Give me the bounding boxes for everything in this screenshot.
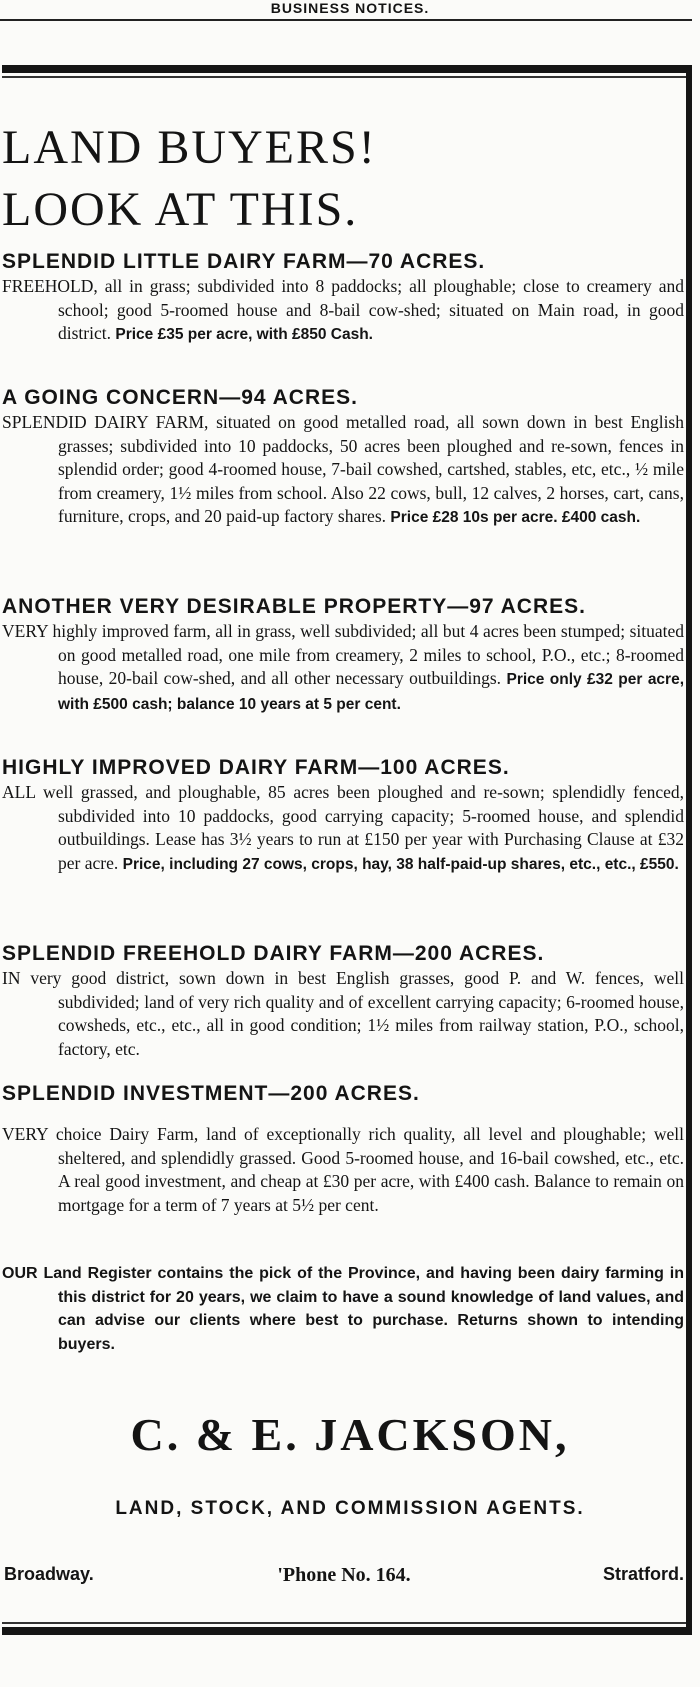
address-row [4,1564,684,1590]
firm-name: C. & E. JACKSON, [130,1409,570,1460]
section-body [2,967,684,1061]
headline-line-2: LOOK AT THIS. [2,183,359,236]
header-rule [0,19,692,21]
section-body [2,620,684,716]
ad-border-bottom-inner [2,1622,686,1624]
ad-border-right [686,65,692,1635]
section-price: Price, including 27 cows, crops, hay, 38 half-paid-up shares, etc., etc., £550. [122,855,679,873]
section-body [2,1123,684,1217]
ad-border-bottom [2,1627,692,1635]
section-title: SPLENDID FREEHOLD DAIRY FARM—200 ACRES. [2,942,545,965]
address-street: Broadway. [4,1564,94,1584]
closing-paragraph: OUR Land Register contains the pick of the Province, and having been dairy farming in this district for 20 years, we claim to have a sound knowledge of land values, and can advise our clients where best to purchase. Returns shown to intending buyers. [2,1265,684,1353]
firm-subtitle: LAND, STOCK, AND COMMISSION AGENTS. [115,1498,585,1519]
section-text: SPLENDID DAIRY FARM, situated on good metalled road, all sown down in best English grasses; subdivided into 10 paddocks, 50 acres been ploughed and re-sown, fences in splendid order; good 4-roomed house, 7-bail cowshed, cartshed, stables, etc, etc., ½ mile from creamery, 1½ miles from school. Also 22 cows, bull, 12 calves, 2 horses, cart, cans, furniture, crops, and 20 paid-up factory shares. [2,412,684,526]
section-text: FREEHOLD, all in grass; subdivided into 8 paddocks; all ploughable; close to creamery and school; good 5-roomed house and 8-bail cow-shed; situated on Main road, in good district. [2,276,684,343]
section-text: VERY highly improved farm, all in grass, well subdivided; all but 4 acres been stumped; situated on good metalled road, one mile from creamery, 2 miles to school, P.O., etc.; 8-roomed house, 20-bail cow-shed, and all other necessary outbuildings. [2,621,684,688]
section-price: Price £35 per acre, with £850 Cash. [115,326,373,343]
section-price: Price only £32 per acre, with £500 cash; balance 10 years at 5 per cent. [58,671,685,713]
ad-border-top [2,65,686,73]
section-price: Price £28 10s per acre. £400 cash. [390,509,641,526]
ad-border-top-inner [2,76,686,78]
section-text: ALL well grassed, and ploughable, 85 acres been ploughed and re-sown; splendidly fenced, subdivided into 10 paddocks, good carrying capacity; 5-roomed house, and splendid outbuildings. Lease has 3½ years to run at £150 per year with Purchasing Clause at £32 per acre. [2,782,684,873]
section-title: ANOTHER VERY DESIRABLE PROPERTY—97 ACRES. [2,595,586,618]
header-title: BUSINESS NOTICES. [270,0,430,16]
section-title: SPLENDID INVESTMENT—200 ACRES. [2,1082,420,1105]
section-text: VERY choice Dairy Farm, land of exceptionally rich quality, all level and ploughable; well sheltered, and splendidly grassed. Good 5-roomed house, and 16-bail cowshed, etc., etc. A real good investment, and cheap at £30 per acre, with £400 cash. Balance to remain on mortgage for a term of 7 years at 5½ per cent. [2,1124,684,1215]
section-body [2,781,684,876]
section-title: A GOING CONCERN—94 ACRES. [2,386,358,409]
address-town: Stratford. [603,1564,684,1584]
section-title: SPLENDID LITTLE DAIRY FARM—70 ACRES. [2,250,486,273]
headline-line-1: LAND BUYERS! [2,121,377,174]
page-header [0,0,700,22]
section-body [2,411,684,530]
phone-number: 'Phone No. 164. [277,1564,411,1586]
section-body [2,275,684,347]
section-text: IN very good district, sown down in best English grasses, good P. and W. fences, well subdivided; land of very rich quality and of excellent carrying capacity; 6-roomed house, cowsheds, etc., etc., all in good condition; 1½ miles from railway station, P.O., school, factory, etc. [2,968,684,1059]
section-title: HIGHLY IMPROVED DAIRY FARM—100 ACRES. [2,756,510,779]
